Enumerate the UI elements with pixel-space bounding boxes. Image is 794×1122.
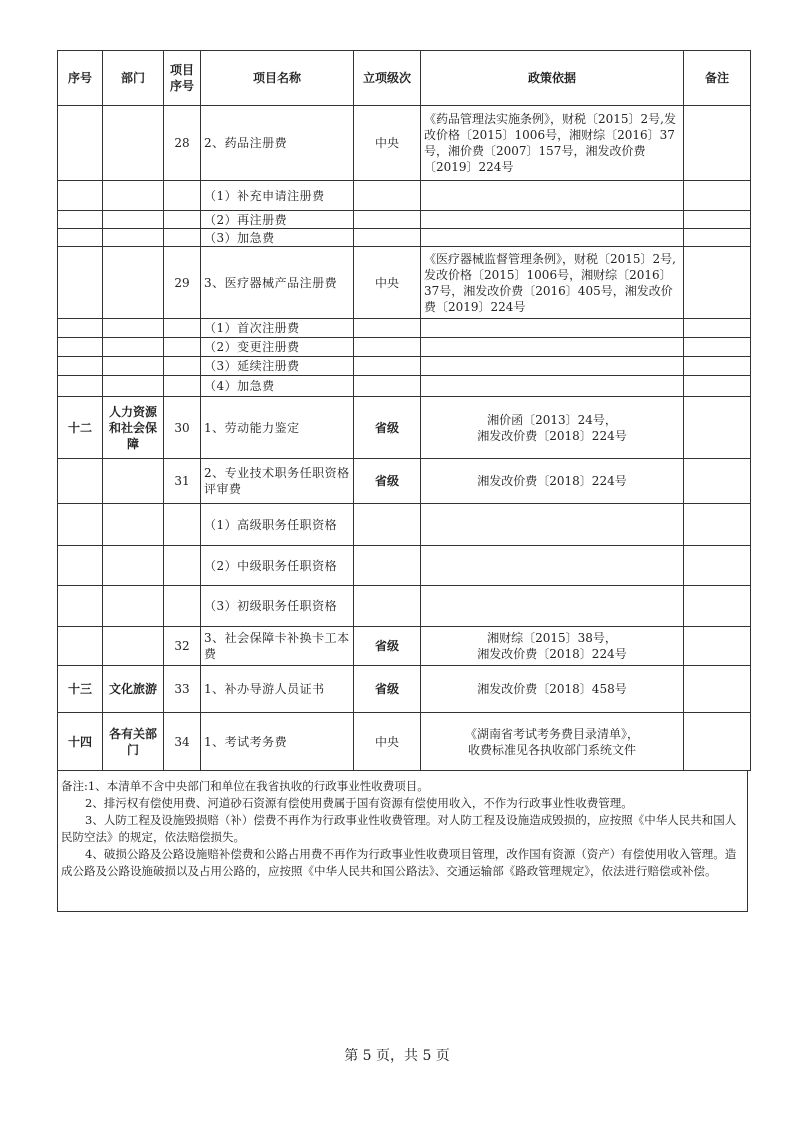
row-item-name: （2）中级职务任职资格 [201, 546, 354, 586]
row-note [684, 319, 751, 338]
row-note [684, 211, 751, 229]
row-dept [103, 459, 164, 504]
row-seq [58, 338, 103, 357]
row-policy: 湘发改价费〔2018〕224号 [421, 459, 684, 504]
row-policy: 《湖南省考试考务费目录清单》， 收费标准见各执收部门系统文件 [421, 713, 684, 771]
row-policy [421, 586, 684, 627]
row-policy [421, 338, 684, 357]
page-number: 第 5 页，共 5 页 [344, 1048, 450, 1064]
row-policy [421, 211, 684, 229]
row-dept [103, 586, 164, 627]
row-note [684, 586, 751, 627]
row-seq [58, 211, 103, 229]
row-policy [421, 504, 684, 546]
row-item-name: （2）变更注册费 [201, 338, 354, 357]
row-item-name: （3）延续注册费 [201, 357, 354, 376]
row-note [684, 504, 751, 546]
row-level [354, 338, 421, 357]
row-level [354, 357, 421, 376]
row-seq [58, 106, 103, 181]
row-note [684, 397, 751, 459]
row-item-no: 34 [164, 713, 201, 771]
row-level: 省级 [354, 627, 421, 666]
row-item-name: （4）加急费 [201, 376, 354, 397]
row-dept [103, 627, 164, 666]
row-item-name: 2、药品注册费 [201, 106, 354, 181]
row-level: 省级 [354, 666, 421, 713]
row-item-name: （1）补充申请注册费 [201, 181, 354, 211]
row-dept [103, 338, 164, 357]
header-note: 备注 [684, 51, 751, 106]
row-item-name: （2）再注册费 [201, 211, 354, 229]
row-policy [421, 357, 684, 376]
header-policy: 政策依据 [421, 51, 684, 106]
row-policy [421, 229, 684, 247]
row-note [684, 376, 751, 397]
row-item-no [164, 319, 201, 338]
row-seq [58, 181, 103, 211]
row-item-no: 33 [164, 666, 201, 713]
row-policy: 湘财综〔2015〕38号， 湘发改价费〔2018〕224号 [421, 627, 684, 666]
table-row [58, 357, 751, 376]
row-item-name: （3）初级职务任职资格 [201, 586, 354, 627]
row-seq: 十二 [58, 397, 103, 459]
table-row [58, 211, 751, 229]
row-level: 省级 [354, 397, 421, 459]
table-row [58, 504, 751, 546]
row-seq [58, 586, 103, 627]
table-header-row [58, 51, 751, 106]
row-note [684, 666, 751, 713]
row-level [354, 376, 421, 397]
row-item-name: 3、医疗器械产品注册费 [201, 247, 354, 319]
row-level [354, 504, 421, 546]
row-note [684, 181, 751, 211]
row-item-no: 30 [164, 397, 201, 459]
row-seq [58, 546, 103, 586]
row-item-no [164, 586, 201, 627]
row-dept [103, 229, 164, 247]
row-level [354, 546, 421, 586]
row-dept [103, 211, 164, 229]
row-seq [58, 247, 103, 319]
row-note [684, 229, 751, 247]
table-row [58, 713, 751, 771]
row-item-no: 31 [164, 459, 201, 504]
table-row [58, 181, 751, 211]
row-note [684, 459, 751, 504]
row-item-name: 2、专业技术职务任职资格评审费 [201, 459, 354, 504]
row-level [354, 319, 421, 338]
header-item-no: 项目序号 [164, 51, 201, 106]
row-note [684, 357, 751, 376]
row-level: 中央 [354, 713, 421, 771]
row-policy: 《药品管理法实施条例》，财税〔2015〕2号,发改价格〔2015〕1006号，湘财综〔2016〕37号，湘价费〔2007〕157号，湘发改价费〔2019〕224号 [421, 106, 684, 181]
row-dept [103, 376, 164, 397]
row-policy [421, 181, 684, 211]
row-policy: 湘发改价费〔2018〕458号 [421, 666, 684, 713]
row-seq [58, 357, 103, 376]
notes-box [57, 770, 748, 912]
table-row [58, 229, 751, 247]
row-item-no [164, 376, 201, 397]
row-item-no [164, 229, 201, 247]
row-seq: 十四 [58, 713, 103, 771]
row-level: 中央 [354, 106, 421, 181]
row-level: 中央 [354, 247, 421, 319]
row-item-name: （1）首次注册费 [201, 319, 354, 338]
row-seq [58, 504, 103, 546]
row-item-no [164, 357, 201, 376]
row-dept: 各有关部门 [103, 713, 164, 771]
row-dept [103, 504, 164, 546]
row-item-no [164, 338, 201, 357]
row-policy: 《医疗器械监督管理条例》，财税〔2015〕2号,发改价格〔2015〕1006号，湘财综〔2016〕37号，湘发改价费〔2016〕405号，湘发改价费〔2019〕224号 [421, 247, 684, 319]
table-row [58, 338, 751, 357]
row-policy: 湘价函〔2013〕24号， 湘发改价费〔2018〕224号 [421, 397, 684, 459]
row-seq [58, 229, 103, 247]
row-policy [421, 319, 684, 338]
table-row [58, 376, 751, 397]
row-seq [58, 459, 103, 504]
row-item-name: 1、劳动能力鉴定 [201, 397, 354, 459]
row-level [354, 229, 421, 247]
row-note [684, 713, 751, 771]
row-item-no [164, 546, 201, 586]
row-item-name: 1、补办导游人员证书 [201, 666, 354, 713]
row-note [684, 338, 751, 357]
table-row [58, 106, 751, 181]
note-2: 2、排污权有偿使用费、河道砂石资源有偿使用费属于国有资源有偿使用收入，不作为行政事业性收费管理。 [85, 796, 633, 810]
table-row [58, 247, 751, 319]
table-row [58, 546, 751, 586]
row-note [684, 106, 751, 181]
header-level: 立项级次 [354, 51, 421, 106]
row-note [684, 627, 751, 666]
note-1: 备注:1、本清单不含中央部门和单位在我省执收的行政事业性收费项目。 [61, 779, 429, 793]
row-seq [58, 627, 103, 666]
row-item-no [164, 504, 201, 546]
row-dept [103, 181, 164, 211]
table-row [58, 627, 751, 666]
header-item-name: 项目名称 [201, 51, 354, 106]
row-dept [103, 357, 164, 376]
table-row [58, 397, 751, 459]
header-dept: 部门 [103, 51, 164, 106]
row-level [354, 211, 421, 229]
row-dept [103, 546, 164, 586]
row-item-no [164, 211, 201, 229]
header-seq: 序号 [58, 51, 103, 106]
fee-table [57, 50, 751, 771]
row-item-no: 28 [164, 106, 201, 181]
row-item-no [164, 181, 201, 211]
table-row [58, 319, 751, 338]
row-dept [103, 247, 164, 319]
row-dept [103, 319, 164, 338]
row-dept [103, 106, 164, 181]
row-item-name: 3、社会保障卡补换卡工本费 [201, 627, 354, 666]
row-item-name: （1）高级职务任职资格 [201, 504, 354, 546]
note-4: 4、破损公路及公路设施赔补偿费和公路占用费不再作为行政事业性收费项目管理，改作国有资源（资产）有偿使用收入管理。造成公路及公路设施破损以及占用公路的，应按照《中华人民共和国公路法》、交通运输部《路政管理规定》，依法进行赔偿或补偿。 [61, 847, 737, 878]
table-row [58, 459, 751, 504]
row-item-no: 32 [164, 627, 201, 666]
row-policy [421, 546, 684, 586]
row-seq [58, 319, 103, 338]
row-level [354, 586, 421, 627]
row-dept: 文化旅游 [103, 666, 164, 713]
row-note [684, 546, 751, 586]
row-item-no: 29 [164, 247, 201, 319]
row-seq [58, 376, 103, 397]
row-policy [421, 376, 684, 397]
row-seq: 十三 [58, 666, 103, 713]
row-level [354, 181, 421, 211]
row-level: 省级 [354, 459, 421, 504]
row-note [684, 247, 751, 319]
table-row [58, 586, 751, 627]
table-row [58, 666, 751, 713]
row-item-name: 1、考试考务费 [201, 713, 354, 771]
row-dept: 人力资源和社会保障 [103, 397, 164, 459]
row-item-name: （3）加急费 [201, 229, 354, 247]
note-3: 3、人防工程及设施毁损赔（补）偿费不再作为行政事业性收费管理。对人防工程及设施造成毁损的，应按照《中华人民共和国人民防空法》的规定，依法赔偿损失。 [61, 813, 737, 844]
